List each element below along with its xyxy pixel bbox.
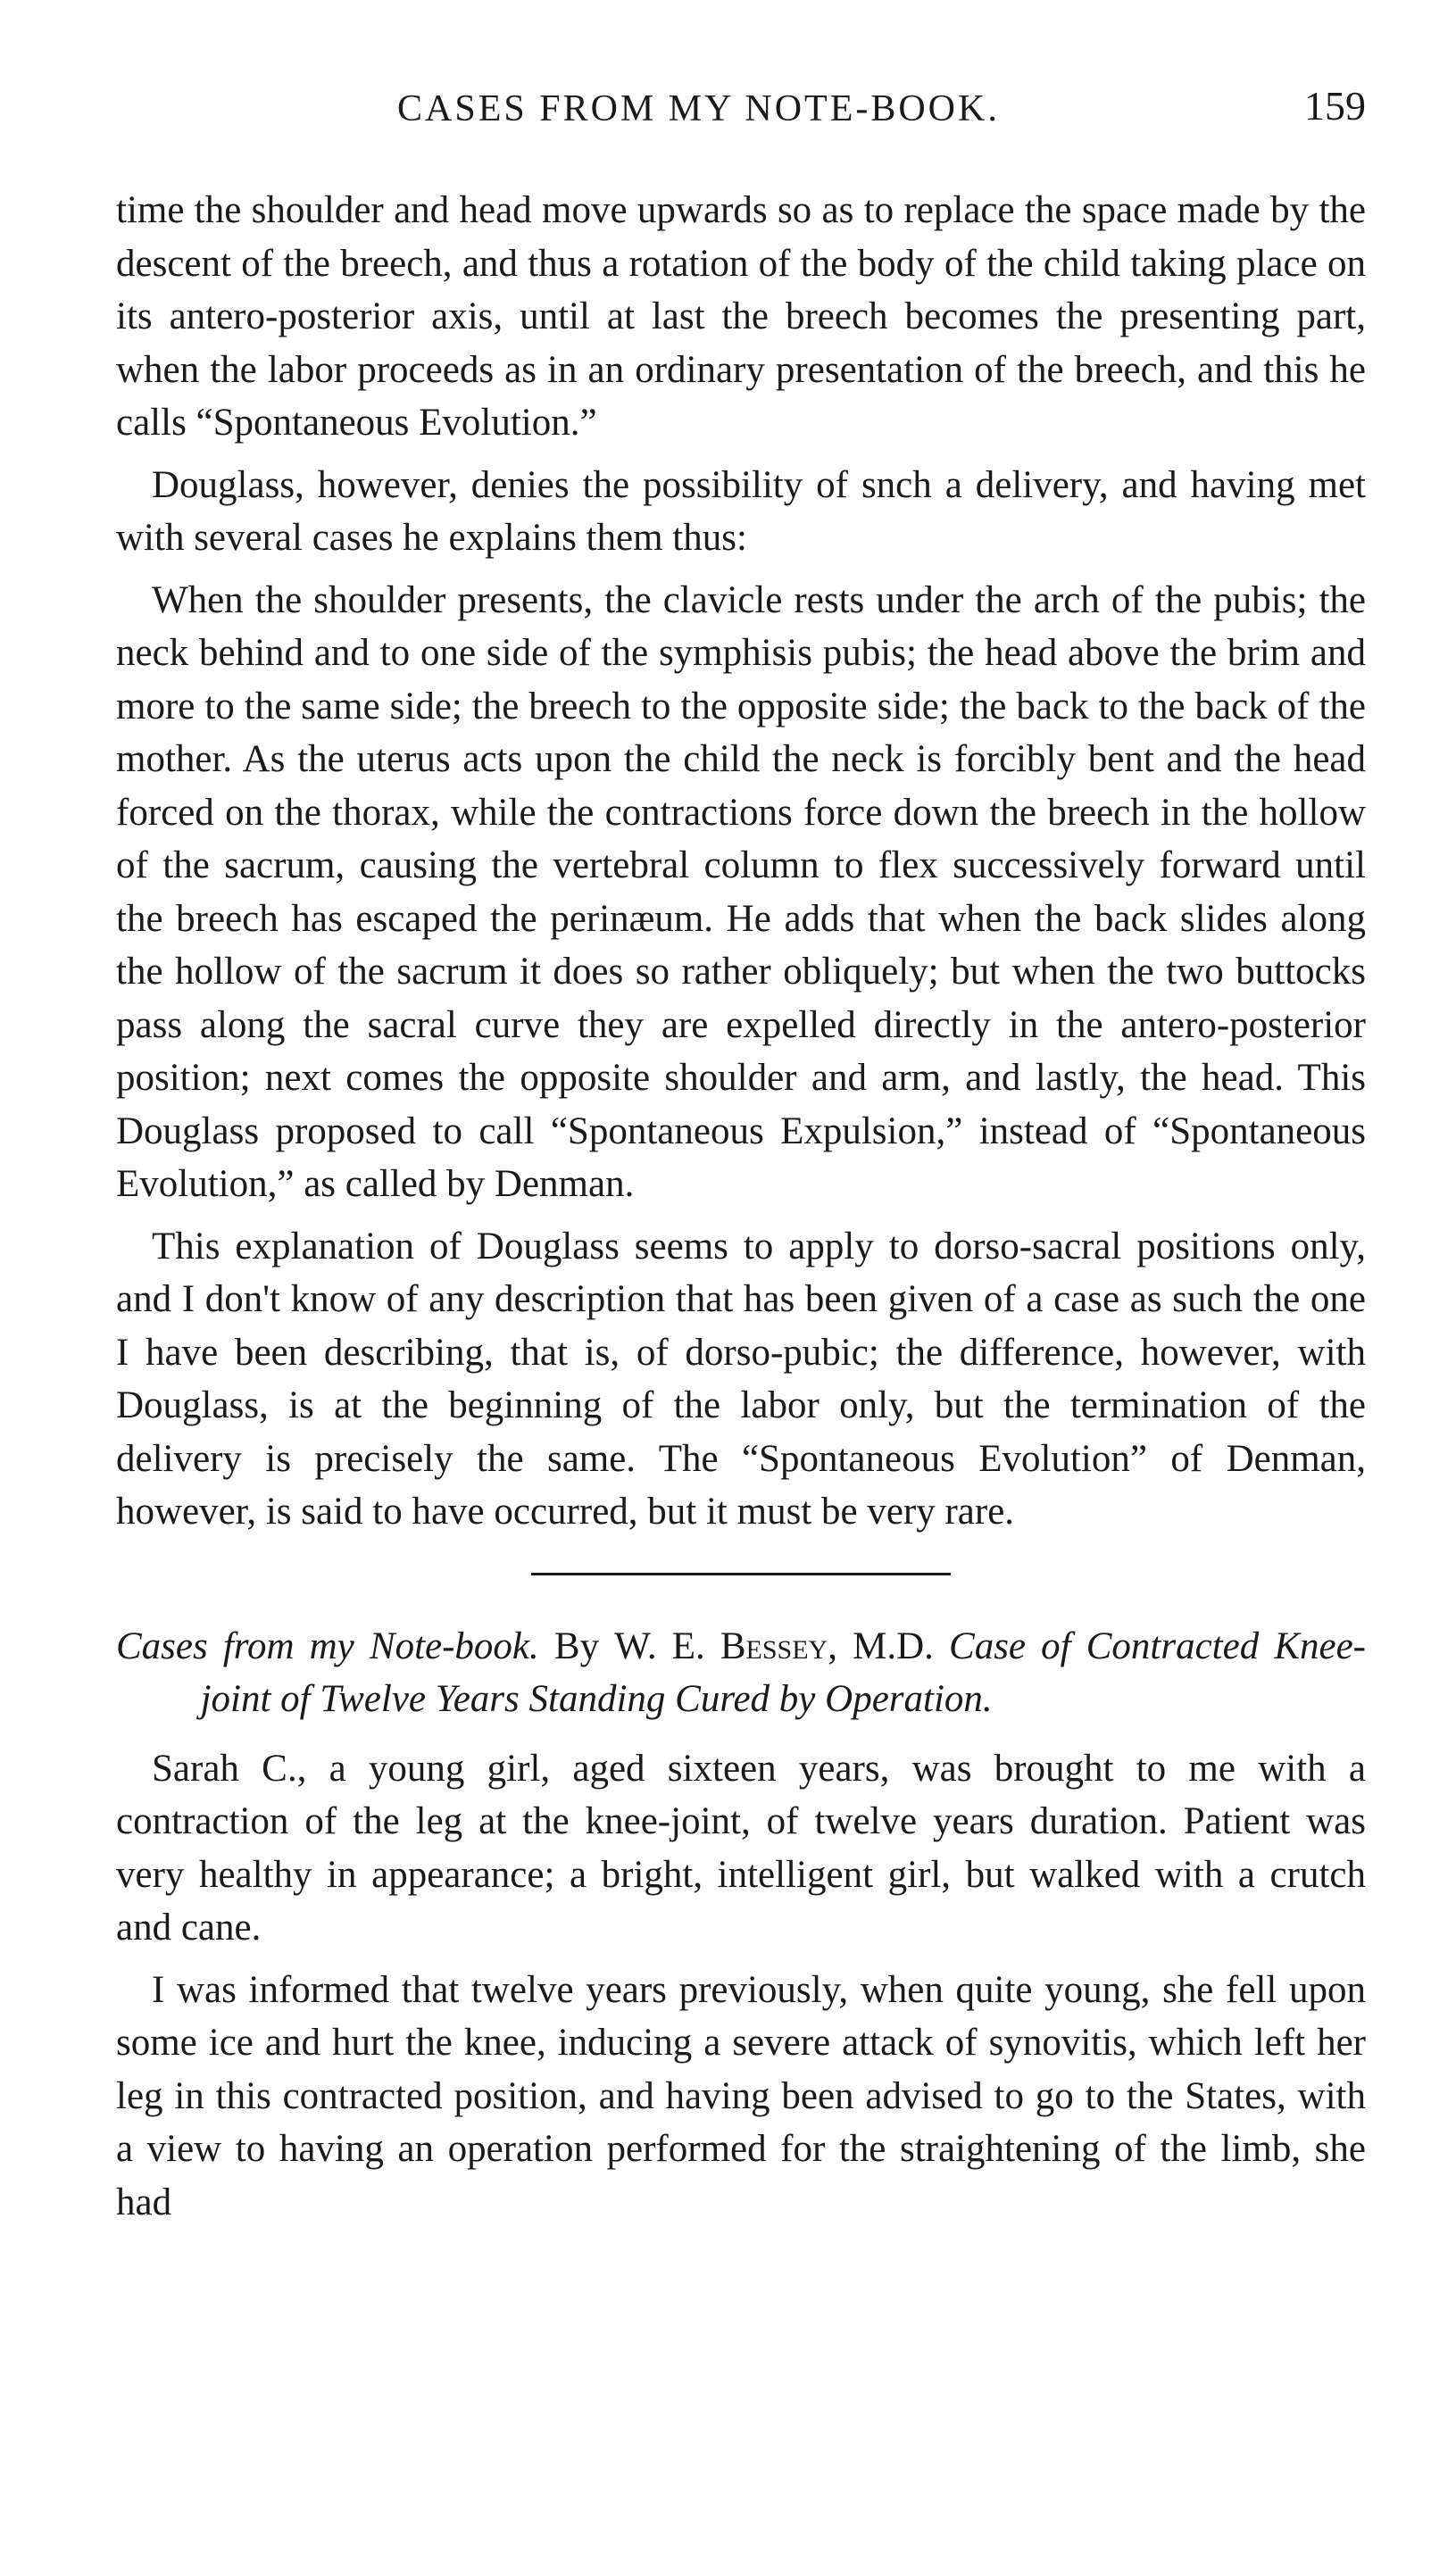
paragraph: Sarah C., a young girl, aged sixteen years, was brought to me with a contraction of the leg at the knee-joint, of twelve years duration. Patient was very healthy in appearance; a bright, intelligent girl, but walked with a crutch and cane.: [116, 1747, 1366, 1949]
byline-by: By: [553, 1625, 600, 1667]
running-head: CASES FROM MY NOTE-BOOK.: [397, 88, 1000, 129]
page-number: 159: [1304, 83, 1366, 129]
article-heading: [116, 1620, 1366, 1726]
author-name: W. E. Bessey, M.D.: [614, 1625, 934, 1667]
paragraph: I was informed that twelve years previously, when quite young, she fell upon some ice and hurt the knee, inducing a severe attack of synovitis, which left her leg in this contracted position, and having been advised to go to the States, with a view to having an operation performed for the straightening of the limb, she had: [116, 1968, 1366, 2223]
case-title: Case of Contracted Knee-joint of Twelve Years Standing Cured by Operation.: [200, 1625, 1366, 1720]
paragraph-continued: time the shoulder and head move upwards so as to replace the space made by the descent of the breech, and thus a rotation of the body of the child taking place on its antero-posterior axis, until at last the breech becomes the presenting part, when the labor proceeds as in an ordinary presentation of the breech, and this he calls “Spontaneous Evolution.”: [116, 189, 1366, 444]
page-body: [116, 184, 1366, 2238]
section-divider: [531, 1573, 951, 1575]
paragraph: This explanation of Douglass seems to apply to dorso-sacral positions only, and I don't know of any description that has been given of a case as such the one I have been describing, that is, of dorso-pubic; the difference, however, with Douglass, is at the beginning of the labor only, but the termination of the delivery is precisely the same. The “Spontaneous Evolution” of Denman, however, is said to have occurred, but it must be very rare.: [116, 1225, 1366, 1533]
paragraph: When the shoulder presents, the clavicle rests under the arch of the pubis; the neck behind and to one side of the symphisis pubis; the head above the brim and more to the same side; the breech to the opposite side; the back to the back of the mother. As the uterus acts upon the child the neck is forcibly bent and the head forced on the thorax, while the contractions force down the breech in the hollow of the sacrum, causing the vertebral column to flex successively forward until the breech has escaped the perinæum. He adds that when the back slides along the hollow of the sacrum it does so rather obliquely; but when the two buttocks pass along the sacral curve they are expelled directly in the antero-posterior position; next comes the opposite shoulder and arm, and lastly, the head. This Douglass proposed to call “Spontaneous Expulsion,” instead of “Spontaneous Evolution,” as called by Denman.: [116, 578, 1366, 1205]
series-title: Cases from my Note-book.: [116, 1625, 539, 1667]
page-header: [116, 82, 1366, 145]
paragraph: Douglass, however, denies the possibility of snch a delivery, and having met with several cases he explains them thus:: [116, 463, 1366, 559]
